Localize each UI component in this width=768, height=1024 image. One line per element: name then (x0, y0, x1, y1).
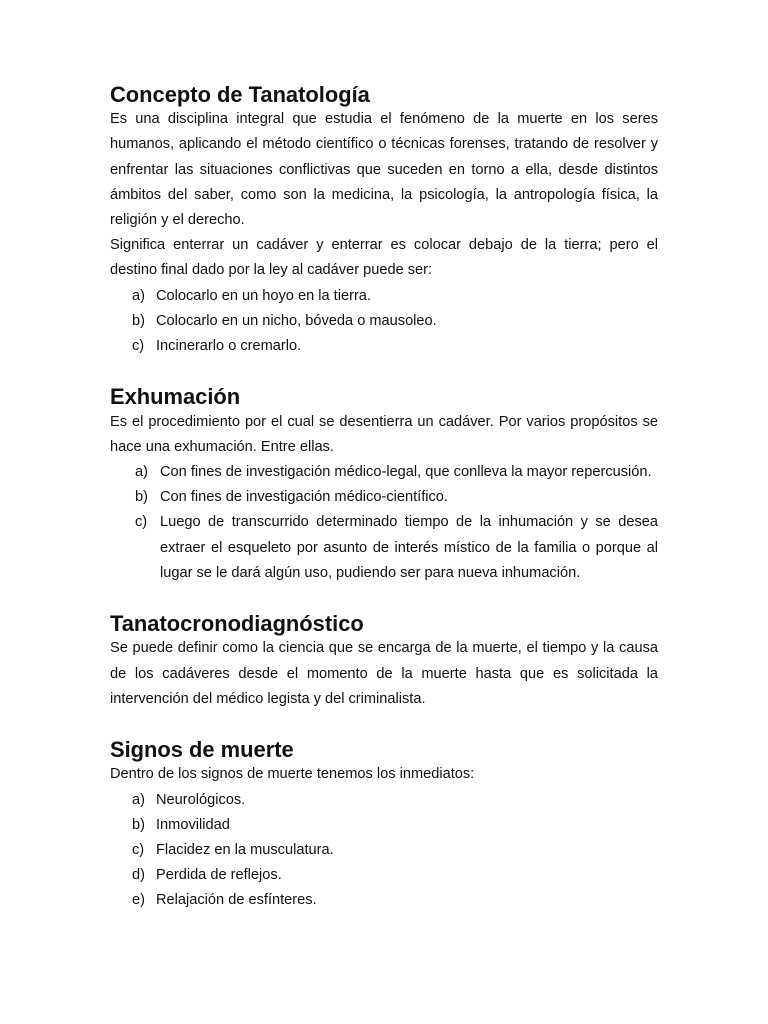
list-item (110, 309, 658, 334)
list-marker: b) (132, 816, 145, 833)
paragraph: Significa enterrar un cadáver y enterrar es colocar debajo de la tierra; pero el destino final dado por la ley al cadáver puede ser: (110, 237, 658, 279)
list-item-text: Con fines de investigación médico-científico. (160, 489, 448, 506)
list-item-text: Flacidez en la musculatura. (156, 842, 334, 859)
list-item (110, 788, 658, 813)
list-item-text: Perdida de reflejos. (156, 867, 282, 884)
section-spacer (110, 712, 658, 737)
section-spacer (110, 586, 658, 611)
list-item-text: Incinerarlo o cremarlo. (156, 338, 302, 355)
list-item (110, 460, 658, 485)
list-item-text: Colocarlo en un nicho, bóveda o mausoleo. (156, 312, 437, 329)
list-marker: b) (132, 312, 145, 329)
list-marker: a) (135, 464, 148, 481)
list-item-text: Neurológicos. (156, 791, 246, 808)
list-item-text: Colocarlo en un hoyo en la tierra. (156, 287, 371, 304)
paragraph: Es una disciplina integral que estudia el fenómeno de la muerte en los seres humanos, aplicando el método científico o técnicas forenses, tratando de resolver y enfrentar las situaciones conflictivas que suceden en torno a ella, desde distintos ámbitos del saber, como son la medicina, la psicología, la antropología física, la religión y el derecho. (110, 111, 658, 229)
section-spacer (110, 359, 658, 384)
list-marker: b) (135, 489, 148, 506)
section-heading: Signos de muerte (110, 737, 294, 763)
list-item (110, 284, 658, 309)
list-marker: c) (132, 842, 145, 859)
list-item (110, 510, 658, 586)
section-heading: Exhumación (110, 384, 241, 410)
paragraph: Es el procedimiento por el cual se desentierra un cadáver. Por varios propósitos se hace una exhumación. Entre ellas. (110, 413, 658, 455)
list-item (110, 813, 658, 838)
list-item-text: Relajación de esfínteres. (156, 892, 317, 909)
list-item (110, 888, 658, 913)
list-marker: a) (132, 287, 145, 304)
list-marker: c) (135, 514, 148, 531)
list (110, 284, 658, 360)
paragraph: Dentro de los signos de muerte tenemos los inmediatos: (110, 766, 475, 783)
list-item-text: Luego de transcurrido determinado tiempo de la inhumación y se desea extraer el esqueleto por asunto de interés místico de la familia o porque al lugar se le dará algún uso, pudiendo ser para nueva inhumación. (160, 514, 658, 581)
document-page (110, 82, 658, 914)
paragraph: Se puede definir como la ciencia que se encarga de la muerte, el tiempo y la causa de los cadáveres desde el momento de la muerte hasta que es solicitada la intervención del médico legista y del criminalista. (110, 640, 658, 707)
list-marker: a) (132, 791, 145, 808)
section-heading: Concepto de Tanatología (110, 82, 370, 107)
section-heading: Tanatocronodiagnóstico (110, 611, 364, 637)
list (110, 460, 658, 586)
list-marker: d) (132, 867, 145, 884)
list-marker: c) (132, 338, 145, 355)
section-tanatocronodiagnostico (110, 611, 658, 712)
list-item-text: Inmovilidad (156, 816, 230, 833)
section-tanatologia (110, 82, 658, 359)
list-item (110, 485, 658, 510)
list-item (110, 334, 658, 359)
list-marker: e) (132, 892, 145, 909)
list-item (110, 838, 658, 863)
section-signos-de-muerte (110, 737, 658, 913)
section-exhumacion (110, 384, 658, 586)
list-item-text: Con fines de investigación médico-legal, que conlleva la mayor repercusión. (160, 464, 652, 481)
list-item (110, 863, 658, 888)
list (110, 788, 658, 914)
